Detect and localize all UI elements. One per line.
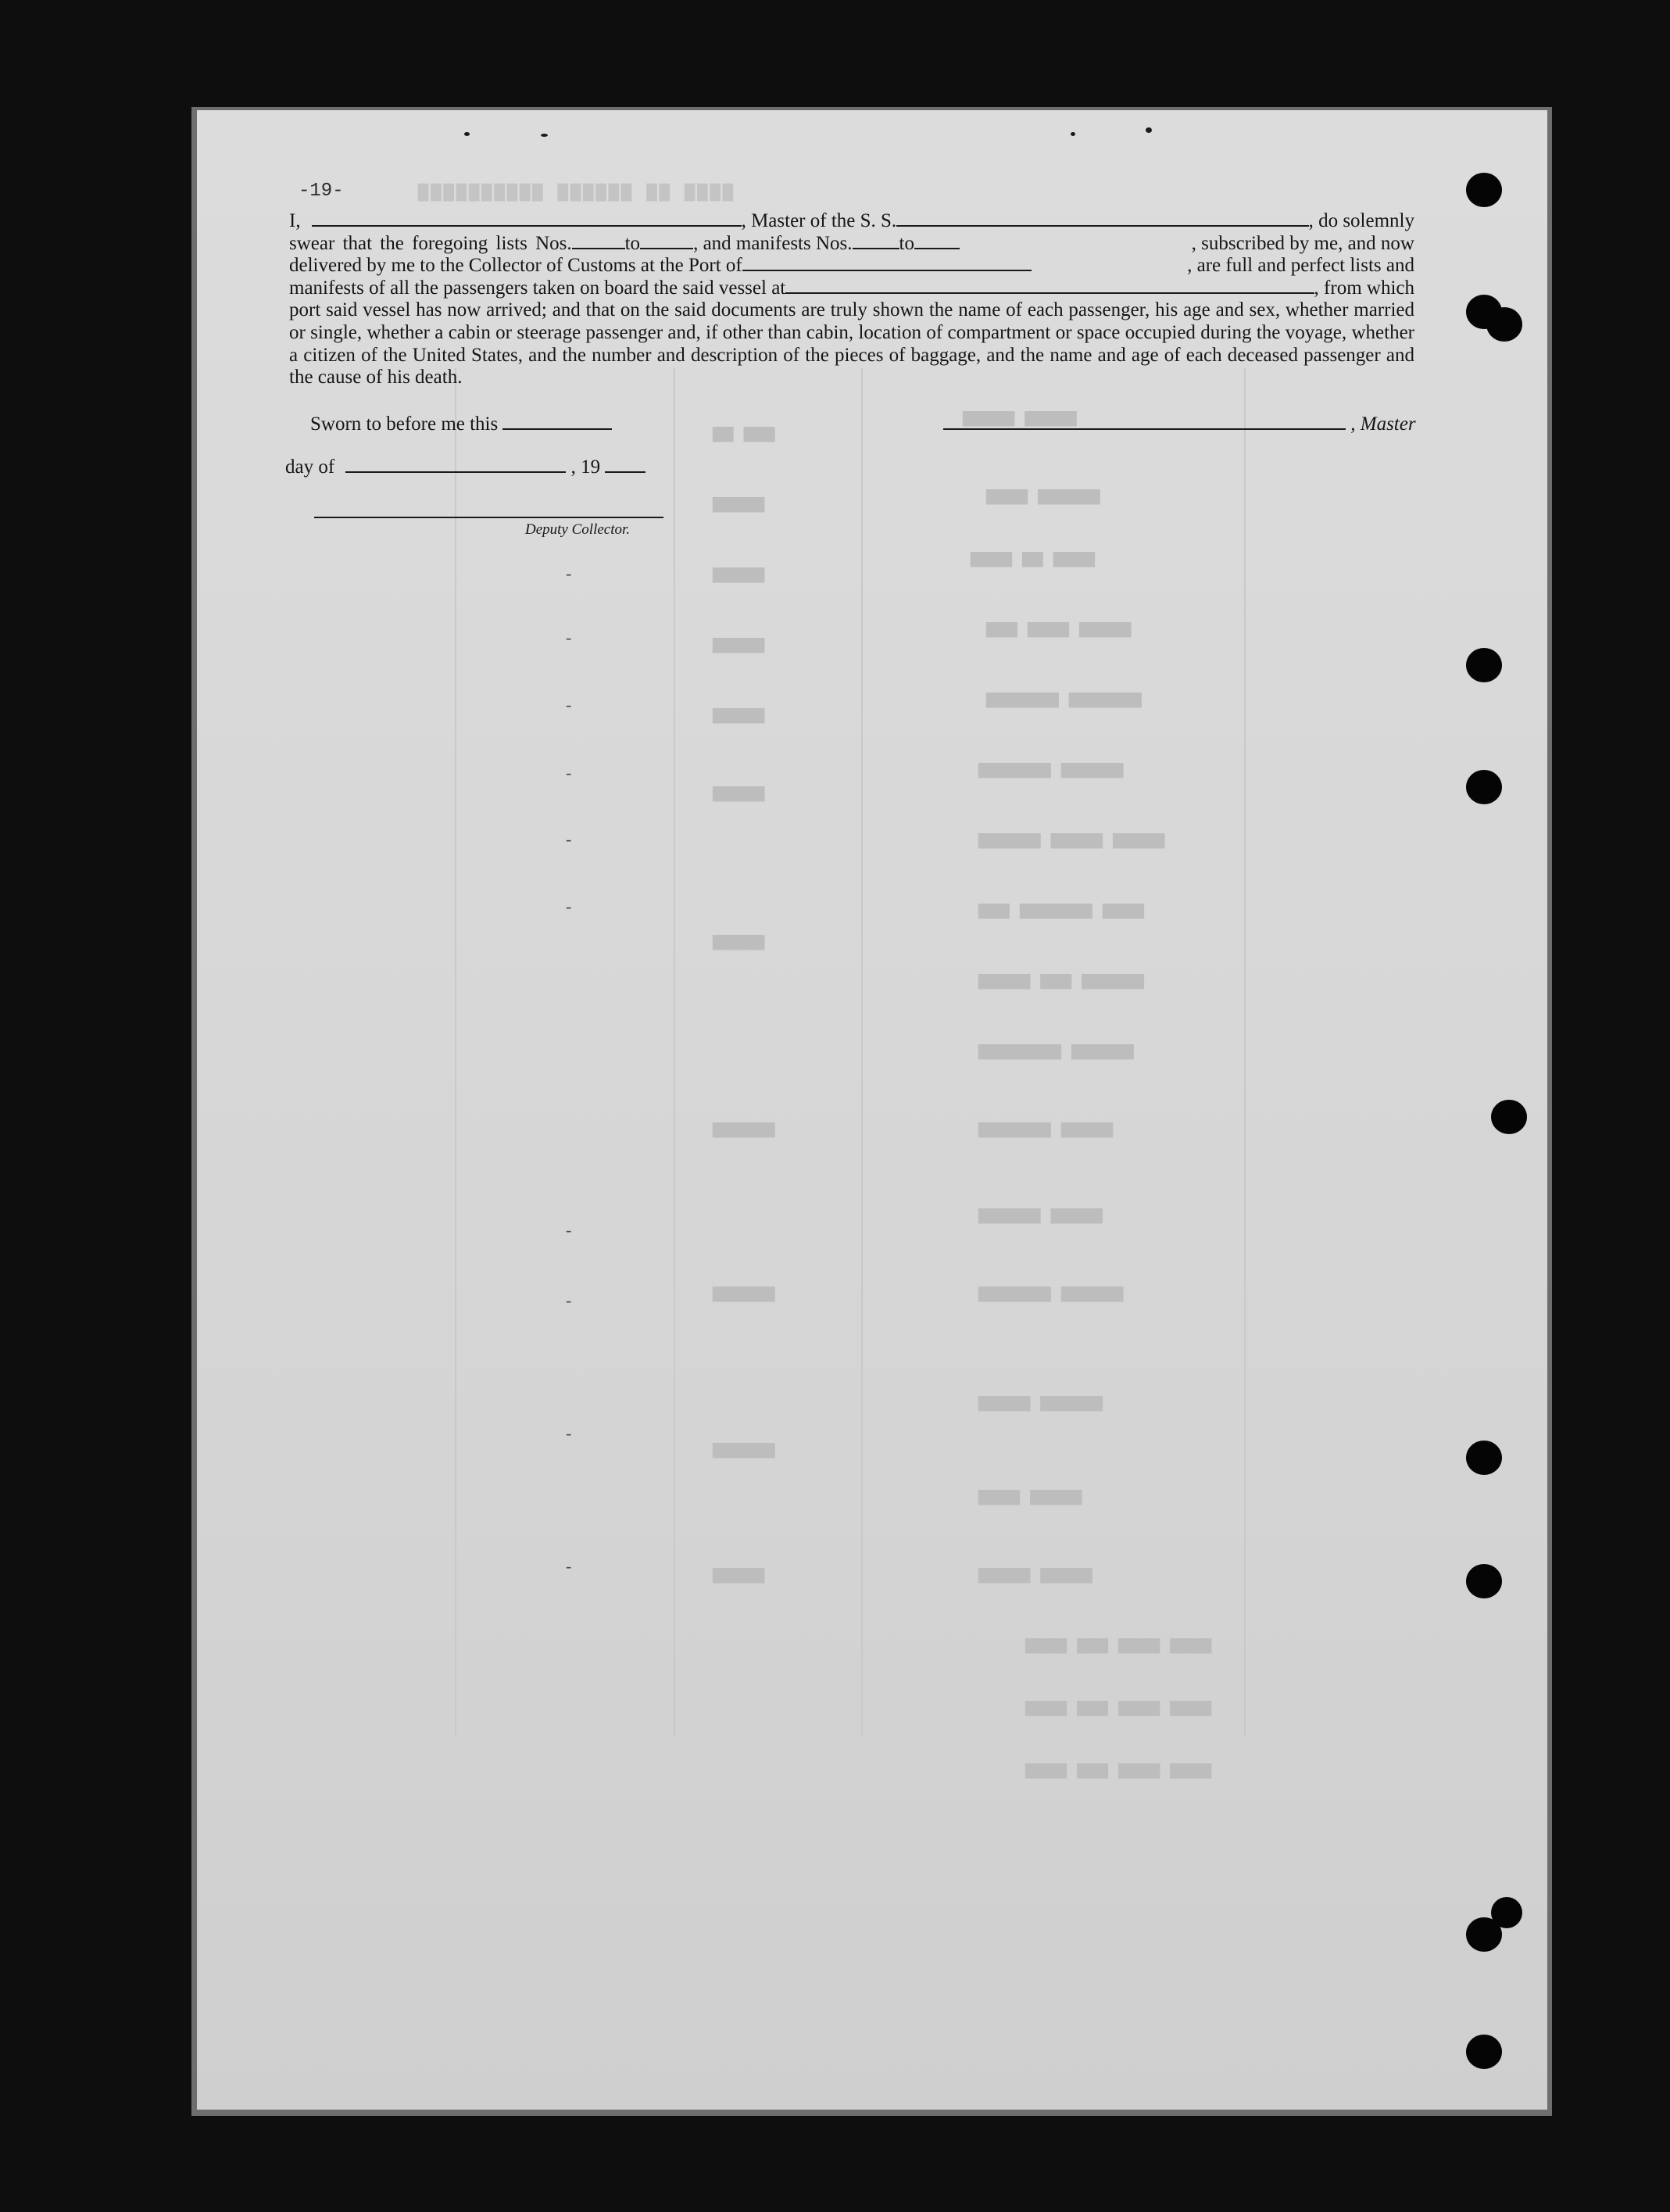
- faint-dash: -: [566, 695, 572, 714]
- master-signature-blank[interactable]: [943, 414, 1346, 430]
- bleed-through-text: ▆▆▆▆ ▆▆▆▆ ▆▆▆ ▆▆▆▆: [1025, 1635, 1212, 1655]
- bleed-through-text: ▆▆▆▆▆▆ ▆▆▆▆▆▆▆▆: [978, 1041, 1134, 1061]
- bleed-through-text: ▆▆▆▆▆▆: [713, 1119, 775, 1139]
- departure-port-blank[interactable]: [785, 278, 1314, 294]
- oath-text: , and manifests Nos.: [693, 232, 853, 254]
- faint-dash: -: [566, 763, 572, 782]
- year-blank[interactable]: [605, 457, 645, 473]
- bleed-through-text: ▆▆▆▆ ▆▆▆▆ ▆▆▆ ▆▆▆▆: [1025, 1760, 1212, 1780]
- lists-to-blank[interactable]: [640, 234, 693, 249]
- bleed-through-rule: [861, 368, 863, 1736]
- bleed-through-text: ▆▆▆▆ ▆▆▆▆ ▆▆▆ ▆▆▆▆: [1025, 1698, 1212, 1717]
- oath-line-1: [289, 210, 1414, 233]
- port-blank[interactable]: [742, 256, 1032, 271]
- bleed-through-text: ▆▆▆▆▆: [713, 564, 765, 584]
- oath-text: manifests of all the passengers taken on board the said vessel at: [289, 277, 786, 299]
- day-of-label: day of: [285, 456, 335, 478]
- bleed-through-text: ▆▆▆▆▆▆ ▆▆▆ ▆▆▆▆▆: [978, 971, 1144, 990]
- oath-text: to: [899, 232, 914, 254]
- bleed-through-text: ▆▆▆▆▆▆: [713, 1283, 775, 1303]
- sworn-label: Sworn to before me this: [310, 413, 499, 435]
- page-number: -19-: [299, 181, 344, 202]
- bleed-through-rule: [1244, 368, 1246, 1736]
- faint-dash: -: [566, 564, 572, 583]
- bleed-through-text: ▆▆▆▆ ▆▆ ▆▆▆▆: [971, 549, 1095, 568]
- oath-paragraph: [289, 210, 1414, 389]
- oath-text: , subscribed by me, and now: [1191, 232, 1414, 254]
- day-of-line: [285, 456, 645, 478]
- speck: [464, 132, 470, 136]
- faint-dash: -: [566, 1220, 572, 1240]
- faint-dash: -: [566, 897, 572, 916]
- lists-from-blank[interactable]: [572, 234, 625, 249]
- deputy-collector-signature-blank[interactable]: [314, 517, 663, 518]
- speck: [541, 134, 548, 137]
- bleed-through-rule: [674, 368, 675, 1736]
- oath-line-2: [289, 233, 1414, 256]
- oath-text: I,: [289, 210, 301, 231]
- faint-dash: -: [566, 829, 572, 849]
- bleed-through-text: ▆▆▆▆▆: [713, 494, 765, 514]
- bleed-through-text: ▆▆▆▆▆▆ ▆▆▆▆▆▆▆: [978, 1283, 1124, 1303]
- punch-hole: [1486, 307, 1522, 342]
- sworn-date-blank[interactable]: [502, 414, 612, 430]
- bleed-through-text: ▆▆▆▆▆▆ ▆▆▆▆▆▆▆: [978, 760, 1124, 779]
- bleed-through-text: ▆▆▆▆▆: [713, 1565, 765, 1584]
- sworn-line: [310, 413, 612, 435]
- day-of-blank[interactable]: [345, 457, 566, 473]
- bleed-through-text: ▆▆▆▆▆▆: [713, 1440, 775, 1459]
- bleed-through-text: ▆▆▆▆▆ ▆▆▆▆▆▆▆: [978, 1119, 1114, 1139]
- oath-body: port said vessel has now arrived; and that on the said documents are truly shown the name of each passenger, his age and sex, whether married or single, whether a cabin or steerage passenger and, if other than cabin, location of compartment or space occupied during the voyage, whether a citizen of the United States, and the number and description of the pieces of baggage, and the name and age of each deceased passenger and the cause of his death.: [289, 299, 1414, 388]
- bleed-through-text: ▆▆▆▆▆: [713, 705, 765, 725]
- oath-text: delivered by me to the Collector of Customs at the Port of: [289, 255, 742, 277]
- punch-hole: [1466, 1564, 1502, 1598]
- deputy-collector-label: Deputy Collector.: [525, 521, 631, 538]
- bleed-through-text: ▆▆▆▆▆: [713, 932, 765, 951]
- bleed-through-text: ▆▆▆▆▆▆▆ ▆▆▆▆▆▆▆: [986, 689, 1142, 709]
- faint-dash: -: [566, 1556, 572, 1576]
- punch-hole: [1466, 173, 1502, 207]
- bleed-through-text: ▆▆▆▆ ▆▆▆▆▆▆▆ ▆▆▆: [978, 900, 1144, 920]
- faint-dash: -: [566, 628, 572, 647]
- master-name-blank[interactable]: [312, 211, 742, 227]
- manifests-from-blank[interactable]: [853, 234, 899, 249]
- oath-text: , from which: [1314, 277, 1414, 299]
- master-signature-line: [943, 413, 1416, 435]
- punch-hole: [1466, 648, 1502, 682]
- bleed-through-text: ▆▆▆▆▆: [713, 635, 765, 654]
- oath-text: , Master of the S. S.: [741, 210, 897, 231]
- bleed-through-text: ▇▇▇▇ ▇▇ ▇▇▇▇▇▇ ▇▇▇▇▇▇▇▇▇▇: [416, 183, 733, 202]
- oath-text: swear that the foregoing lists Nos.: [289, 232, 572, 254]
- faint-dash: -: [566, 1290, 572, 1310]
- oath-text: , are full and perfect lists and: [1187, 255, 1414, 277]
- oath-line-4: [289, 277, 1414, 300]
- bleed-through-text: ▆▆▆ ▆▆: [713, 424, 775, 443]
- punch-hole: [1491, 1100, 1527, 1134]
- bleed-through-rule: [455, 368, 456, 1736]
- document-page: [197, 110, 1547, 2110]
- ship-name-blank[interactable]: [896, 211, 1308, 227]
- punch-hole: [1466, 770, 1502, 804]
- bleed-through-text: ▆▆▆▆▆ ▆▆▆▆▆: [978, 1565, 1092, 1584]
- speck: [1146, 127, 1152, 133]
- manifests-to-blank[interactable]: [914, 234, 960, 249]
- bleed-through-text: ▆▆▆▆▆ ▆▆▆▆: [978, 1487, 1082, 1506]
- bleed-through-text: ▆▆▆▆▆: [713, 783, 765, 803]
- speck: [1071, 132, 1075, 136]
- bleed-through-text: ▆▆▆▆▆ ▆▆▆▆ ▆▆▆: [986, 619, 1132, 639]
- master-label: , Master: [1350, 413, 1416, 435]
- bleed-through-text: ▆▆▆▆▆▆ ▆▆▆▆: [986, 486, 1100, 506]
- punch-hole: [1466, 2035, 1502, 2069]
- punch-hole: [1491, 1897, 1522, 1928]
- year-label: , 19: [570, 456, 601, 478]
- bleed-through-text: ▆▆▆▆▆▆ ▆▆▆▆▆: [978, 1393, 1103, 1412]
- oath-text: , do solemnly: [1308, 210, 1414, 231]
- oath-text: to: [624, 232, 641, 254]
- bleed-through-text: ▆▆▆▆▆ ▆▆▆▆▆: [963, 408, 1077, 428]
- bleed-through-text: ▆▆▆▆▆ ▆▆▆▆▆▆: [978, 1205, 1103, 1225]
- bleed-through-text: ▆▆▆▆▆ ▆▆▆▆▆ ▆▆▆▆▆▆: [978, 830, 1165, 850]
- oath-line-3: [289, 255, 1414, 277]
- faint-dash: -: [566, 1423, 572, 1443]
- punch-hole: [1466, 1441, 1502, 1475]
